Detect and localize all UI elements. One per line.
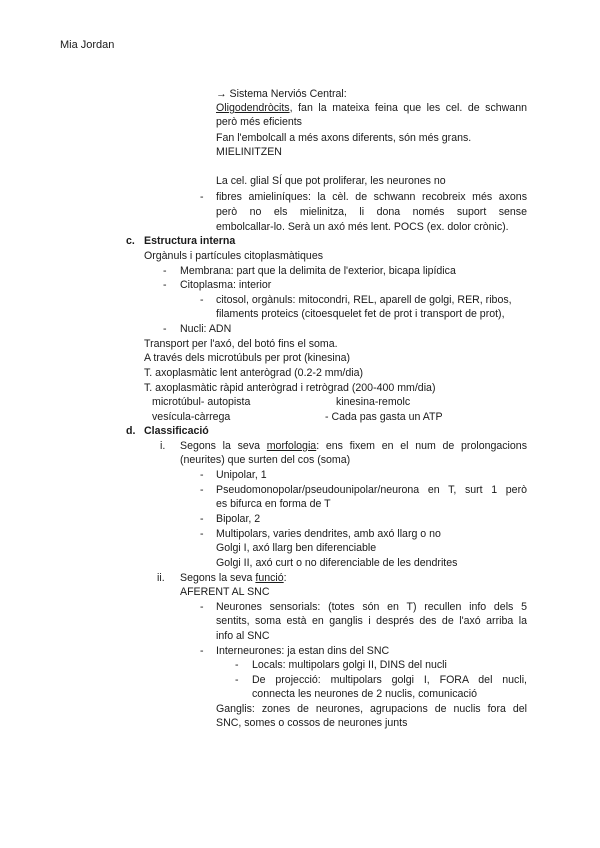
sensorials-line-2: sentits, soma està en ganglis i després des de l'axó arriba la (216, 615, 527, 627)
funcio-term: funció (255, 572, 284, 584)
list-dash: - (200, 513, 204, 525)
vesicula-carrega: vesícula-càrrega (152, 411, 231, 423)
aferent-heading: AFERENT AL SNC (180, 586, 270, 598)
unipolar-item: Unipolar, 1 (216, 469, 267, 481)
section-d-marker: d. (126, 425, 136, 437)
membrana-item: Membrana: part que la delimita de l'exterior, bicapa lipídica (180, 265, 456, 277)
transport-rapid-line: T. axoplasmàtic ràpid anterògrad i retrògrad (200-400 mm/dia) (144, 382, 436, 394)
morfologia-suffix: : ens fixem en el num de prolongacions (316, 440, 527, 452)
list-dash: - (200, 469, 204, 481)
roman-ii-marker: ii. (157, 572, 165, 584)
list-dash: - (200, 645, 204, 657)
author-name: Mia Jordan (60, 39, 115, 51)
amieliniques-line-1: fibres amieliníques: la cèl. de schwann recobreix més axons (216, 191, 527, 203)
oligodendrocits-line-2: però més eficients (216, 116, 302, 128)
kinesina-remolc: kinesina-remolc (336, 396, 411, 408)
section-c-marker: c. (126, 235, 135, 247)
pseudomonopolar-line-2: es bifurca en forma de T (216, 498, 331, 510)
amieliniques-line-2: però no els mielinitza, li dona només suport sense (216, 206, 527, 218)
morfologia-prefix: Segons la seva (180, 440, 267, 452)
golgi-i-line: Golgi I, axó llarg ben diferenciable (216, 542, 377, 554)
list-dash: - (200, 528, 204, 540)
multipolars-item: Multipolars, varies dendrites, amb axó llarg o no (216, 528, 441, 540)
citosol-line-2: filaments proteics (citoesquelet fet de prot i transport de prot), (216, 308, 505, 320)
list-dash: - (163, 323, 167, 335)
section-d-title: Classificació (144, 425, 209, 437)
snc-title: → Sistema Nerviós Central: (216, 88, 347, 100)
oligodendrocits-text: , fan la mateixa feina que les cel. de schwann (289, 102, 527, 114)
funcio-line (180, 571, 287, 585)
citosol-line-1: citosol, orgànuls: mitocondri, REL, aparell de golgi, RER, ribos, (216, 294, 512, 306)
microtubul-autopista: microtúbul- autopista (152, 396, 251, 408)
oligodendrocits-line (216, 101, 527, 115)
transport-lent-line: T. axoplasmàtic lent anterògrad (0.2-2 mm/dia) (144, 367, 364, 379)
pseudomonopolar-line-1: Pseudomonopolar/pseudounipolar/neurona en T, surt 1 però (216, 484, 527, 496)
funcio-prefix: Segons la seva (180, 572, 256, 584)
morfologia-term: morfologia (266, 440, 317, 452)
roman-i-marker: i. (160, 440, 166, 452)
sensorials-line-3: info al SNC (216, 630, 270, 642)
ganglis-line-2: SNC, somes o cossos de neurones junts (216, 717, 408, 729)
list-dash: - (200, 294, 204, 306)
embolcall-line: Fan l'embolcall a més axons diferents, són més grans. (216, 132, 472, 144)
list-dash: - (163, 279, 167, 291)
nucli-item: Nucli: ADN (180, 323, 232, 335)
citoplasma-item: Citoplasma: interior (180, 279, 272, 291)
list-dash: - (200, 601, 204, 613)
atp-note: - Cada pas gasta un ATP (325, 411, 443, 423)
glial-proliferation-line: La cel. glial SÍ que pot proliferar, les neurones no (216, 175, 446, 187)
morfologia-line (180, 439, 527, 453)
transport-line: Transport per l'axó, del botó fins el soma. (144, 338, 338, 350)
locals-item: Locals: multipolars golgi II, DINS del nucli (252, 659, 447, 671)
list-dash: - (200, 484, 204, 496)
mielinitzen-text: MIELINITZEN (216, 146, 282, 158)
golgi-ii-line: Golgi II, axó curt o no diferenciable de les dendrites (216, 557, 458, 569)
interneurones-item: Interneurones: ja estan dins del SNC (216, 645, 390, 657)
list-dash: - (235, 659, 239, 671)
funcio-suffix: : (283, 572, 287, 584)
ganglis-line-1: Ganglis: zones de neurones, agrupacions de nuclis fora del (216, 703, 527, 715)
sensorials-line-1: Neurones sensorials: (totes són en T) recullen info dels 5 (216, 601, 527, 613)
list-dash: - (235, 674, 239, 686)
organuls-intro: Orgànuls i partícules citoplasmàtiques (144, 250, 324, 262)
projeccio-line-2: connecta les neurones de 2 nuclis, comunicació (252, 688, 477, 700)
section-c-title: Estructura interna (144, 235, 236, 247)
projeccio-line-1: De projecció: multipolars golgi I, FORA del nucli, (252, 674, 527, 686)
amieliniques-line-3: embolcallar-lo. Serà un axó més lent. POCS (ex. dolor crònic). (216, 221, 509, 233)
oligodendrocits-term: Oligodendròcits (216, 102, 290, 114)
microtubuls-line: A través dels microtúbuls per prot (kinesina) (144, 352, 351, 364)
morfologia-line-2: (neurites) que surten del cos (soma) (180, 454, 351, 466)
list-dash: - (163, 265, 167, 277)
bullet-dash: - (200, 191, 204, 203)
bipolar-item: Bipolar, 2 (216, 513, 261, 525)
